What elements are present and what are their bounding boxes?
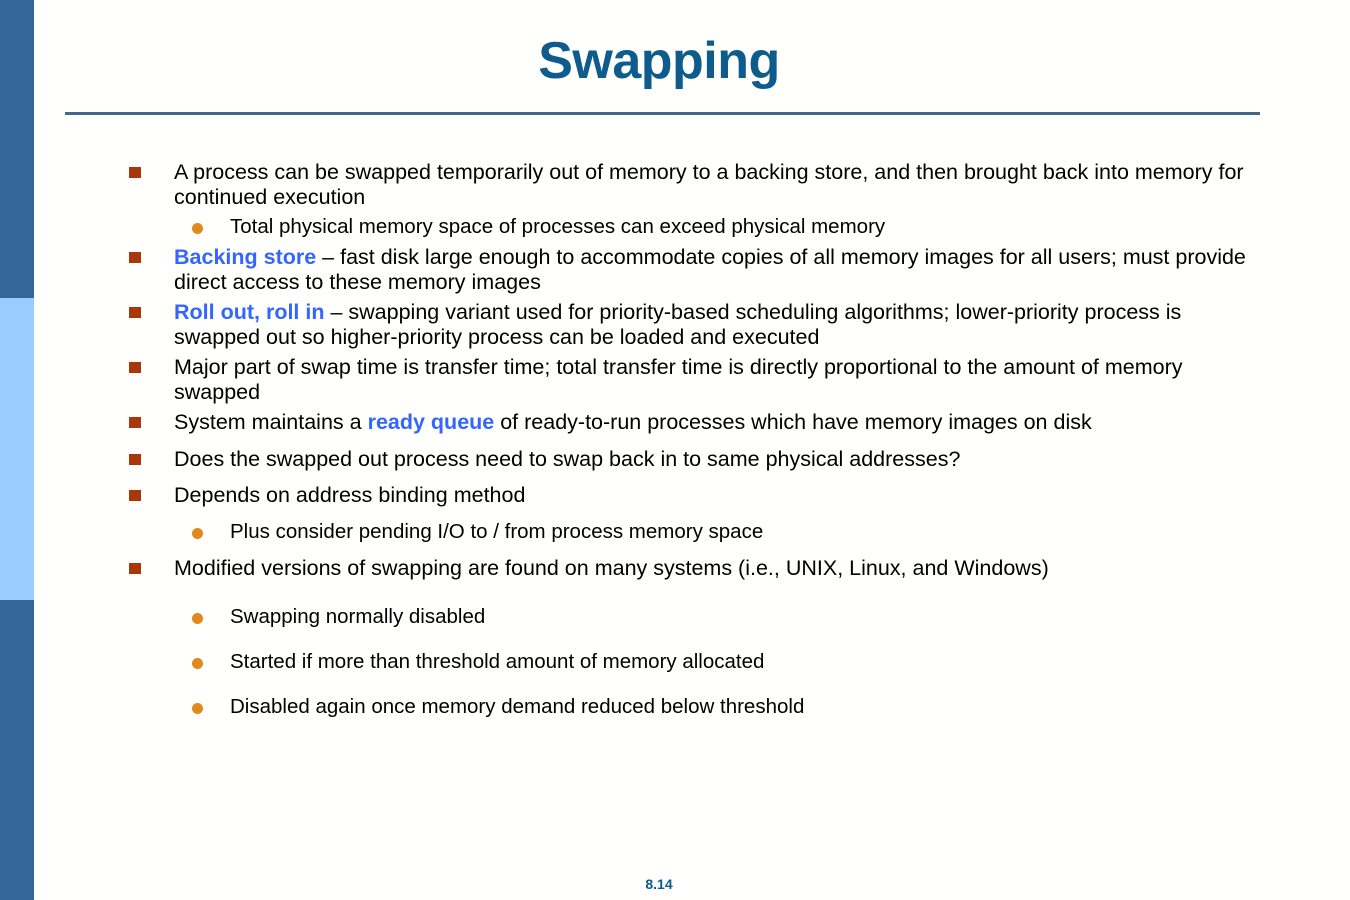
bullet-text: Swapping normally disabled xyxy=(230,605,486,628)
bullet-item xyxy=(0,245,1350,294)
bullet-keyword: Backing store xyxy=(174,245,317,269)
bullet-text: – swapping variant used for priority-based scheduling algorithms; lower-priority process is swapped out so higher-priority process can be loaded and executed xyxy=(174,300,1182,349)
slide-title: Swapping xyxy=(538,32,780,90)
square-bullet-icon xyxy=(129,362,141,373)
bullet-text: Does the swapped out process need to swap back in to same physical addresses? xyxy=(174,446,961,471)
square-bullet-icon xyxy=(129,252,141,263)
square-bullet-icon xyxy=(129,167,141,178)
bullet-item xyxy=(0,160,1350,209)
square-bullet-icon xyxy=(129,417,141,428)
bullet-item xyxy=(0,355,1350,404)
bullet-text: Started if more than threshold amount of memory allocated xyxy=(230,650,765,673)
square-bullet-icon xyxy=(129,490,141,501)
bullet-text: Major part of swap time is transfer time; total transfer time is directly proportional to the amount of memory swapped xyxy=(174,355,1183,404)
bullet-item xyxy=(0,605,1350,629)
bullet-text: Disabled again once memory demand reduced below threshold xyxy=(230,695,805,718)
square-bullet-icon xyxy=(129,563,141,574)
bullet-text: – fast disk large enough to accommodate copies of all memory images for all users; must provide direct access to these memory images xyxy=(174,245,1246,294)
title-divider xyxy=(65,112,1260,115)
bullet-item xyxy=(0,520,1350,544)
bullet-item xyxy=(0,215,1350,239)
bullet-text: Modified versions of swapping are found on many systems (i.e., UNIX, Linux, and Windows) xyxy=(174,555,1049,580)
slide-body xyxy=(0,160,1350,740)
bullet-item xyxy=(0,483,1350,508)
bullet-item xyxy=(0,300,1350,349)
circle-bullet-icon xyxy=(192,613,203,624)
bullet-text: Plus consider pending I/O to / from process memory space xyxy=(230,519,764,543)
bullet-item xyxy=(0,695,1350,719)
square-bullet-icon xyxy=(129,454,141,465)
bullet-text: of ready-to-run processes which have memory images on disk xyxy=(494,410,1092,434)
circle-bullet-icon xyxy=(192,223,203,234)
bullet-keyword: Roll out, roll in xyxy=(174,300,325,324)
bullet-item xyxy=(0,556,1350,581)
bullet-text: A process can be swapped temporarily out of memory to a backing store, and then brought back into memory for continued execution xyxy=(174,160,1244,209)
bullet-item xyxy=(0,447,1350,472)
circle-bullet-icon xyxy=(192,528,203,539)
bullet-item xyxy=(0,650,1350,674)
square-bullet-icon xyxy=(129,307,141,318)
bullet-text: Total physical memory space of processes can exceed physical memory xyxy=(230,215,886,238)
bullet-text-pre: System maintains a xyxy=(174,410,368,434)
bullet-item xyxy=(0,410,1350,435)
circle-bullet-icon xyxy=(192,658,203,669)
page-number: 8.14 xyxy=(645,876,673,892)
bullet-keyword: ready queue xyxy=(367,410,495,434)
bullet-text: Depends on address binding method xyxy=(174,483,526,507)
circle-bullet-icon xyxy=(192,703,203,714)
